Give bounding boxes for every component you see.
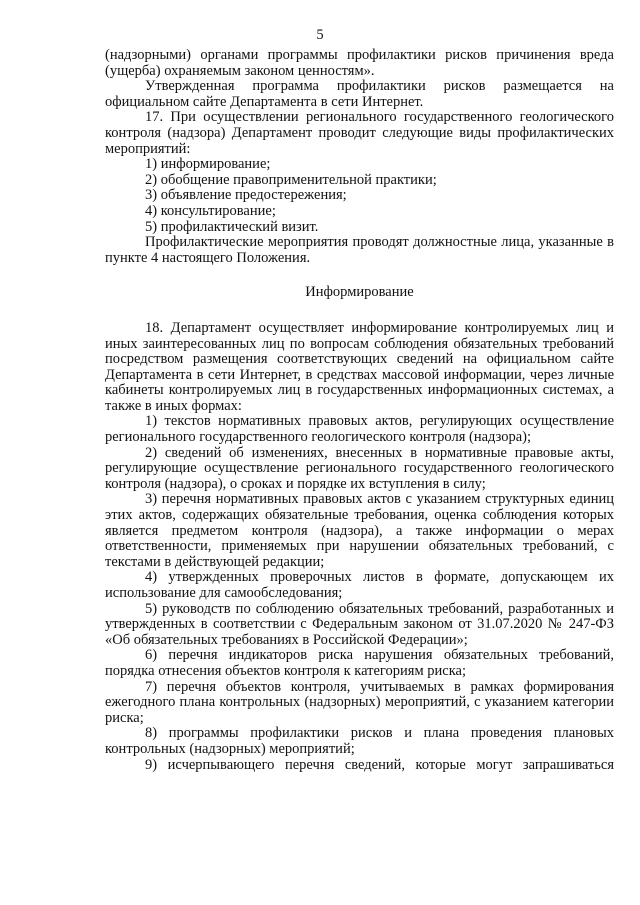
kind-item: 3) объявление предостережения; <box>145 187 347 204</box>
page-body <box>105 48 614 773</box>
page-number: 5 <box>316 27 324 43</box>
paragraph-17: 17. При осуществлении регионального государственного геологического контроля (надзора) Департамент проводит следующие виды профилактических мероприятий: <box>105 109 614 157</box>
list-item: 5) руководств по соблюдению обязательных требований, разработанных и утвержденных в соответствии с Федеральным законом от 31.07.2020 № 247-ФЗ «Об обязательных требованиях в Российской Федерации»; <box>105 600 614 648</box>
list-item: 9) исчерпывающего перечня сведений, которые могут запрашиваться <box>145 756 614 773</box>
section-heading: Информирование <box>305 284 414 301</box>
paragraph-officials: Профилактические мероприятия проводят должностные лица, указанные в пункте 4 настоящего Положения. <box>105 234 614 266</box>
list-item: 7) перечня объектов контроля, учитываемых в рамках формирования ежегодного плана контрольных (надзорных) мероприятий, с указанием категории риска; <box>105 678 614 726</box>
list-item: 8) программы профилактики рисков и плана проведения плановых контрольных (надзорных) мероприятий; <box>105 725 614 757</box>
list-item: 4) утвержденных проверочных листов в формате, допускающем их использование для самообследования; <box>105 569 614 601</box>
kind-item: 5) профилактический визит. <box>145 218 319 235</box>
kind-item: 2) обобщение правоприменительной практики; <box>145 171 437 188</box>
kind-item: 1) информирование; <box>145 156 271 173</box>
paragraph-18: 18. Департамент осуществляет информирование контролируемых лиц и иных заинтересованных лиц по вопросам соблюдения обязательных требований посредством размещения соответствующих сведений на официальном сайте Департамента в сети Интернет, в средствах массовой информации, через личные кабинеты контролируемых лиц в государственных информационных системах, а также в иных формах: <box>105 319 614 414</box>
paragraph-program-published: Утвержденная программа профилактики рисков размещается на официальном сайте Департамента в сети Интернет. <box>105 78 614 110</box>
list-item: 2) сведений об изменениях, внесенных в нормативные правовые акты, регулирующие осуществление регионального государственного геологического контроля (надзора), о сроках и порядке их вступления в силу; <box>105 444 614 492</box>
list-item: 1) текстов нормативных правовых актов, регулирующих осуществление регионального государственного геологического контроля (надзора); <box>105 413 614 446</box>
list-item: 6) перечня индикаторов риска нарушения обязательных требований, порядка отнесения объектов контроля к категориям риска; <box>105 647 614 679</box>
paragraph-continuation: (надзорными) органами программы профилактики рисков причинения вреда (ущерба) охраняемым законом ценностям». <box>105 47 614 79</box>
list-item: 3) перечня нормативных правовых актов с указанием структурных единиц этих актов, содержащих обязательные требования, оценка соблюдения которых является предметом контроля (надзора), а также информации о мерах ответственности, применяемых при нарушении обязательных требований, с текстами в действующей редакции; <box>105 491 614 570</box>
kind-item: 4) консультирование; <box>145 202 276 219</box>
